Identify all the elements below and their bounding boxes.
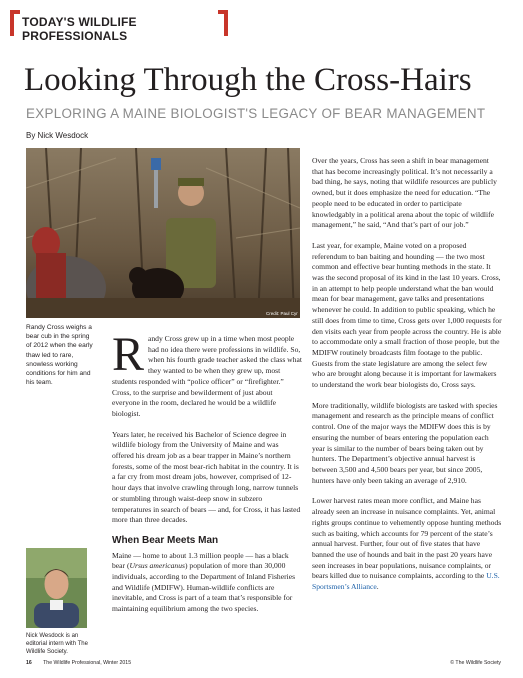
paragraph: Last year, for example, Maine voted on a proposed referendum to ban baiting and hounding — the two most common and effective bear hunting methods in the state. It was the second proposal of its kind in the last 10 years. Cross, in an attempt to help people understand what the ban would mean for bear management, gave talks and presentations whenever he could. In addition to public speaking, which he still does from time to time, Cross gets over 1,000 requests for den visits each year from people across the country. He is able to accommodate only a small fraction of those people, but the MDIFW routinely broadcasts film footage to the public. Guests from the state legislature are among the select few who are brought along because it is important for lawmakers to understand the work bear biologists do, Cross says. bbox=[312, 240, 502, 390]
intro-paragraph: Randy Cross grew up in a time when most people had no idea there were professions in wildlife. So, when his fourth grade teacher asked the class what they wanted to be when they grew up, most students responded with “police officer” or “firefighter.” Cross, to the surprise and bewilderment of just about everyone in the room, declared he would be a wildlife biologist. bbox=[112, 328, 302, 418]
paragraph: More traditionally, wildlife biologists are tasked with species management and research as the principle means of conflict control. One of the major ways the MDIFW does this is by ensuring the number of bears entering the population each year is similar to the number of bears being taken out by hunters. The Department’s objective annual harvest is between 3,500 and 4,500 bears per year, but since 2005, hunters have only been taking an average of 2,910. bbox=[312, 400, 498, 485]
publication-name: The Wildlife Professional, Winter 2015 bbox=[43, 660, 132, 666]
byline: By Nick Wesdock bbox=[26, 131, 89, 140]
paragraph: Maine — home to about 1.3 million people — has a black bear (Ursus americanus) population of more than 30,000 individuals, according to the Department of Inland Fisheries and Wildlife (MDIFW). Human-wildlife conflicts are inevitable, and Cross is part of a team that’s responsible for maintaining equilibrium among the two species. bbox=[112, 550, 296, 614]
author-caption: Nick Wesdock is an editorial intern with The Wildlife Society. bbox=[26, 633, 88, 655]
column-right bbox=[312, 156, 502, 603]
copyright: © The Wildlife Society bbox=[450, 660, 501, 666]
author-portrait bbox=[26, 548, 87, 628]
sportsmens-alliance-link[interactable]: U.S. Sportsmen’s Alliance bbox=[312, 571, 500, 592]
section-heading: When Bear Meets Man bbox=[112, 534, 219, 546]
section-tag bbox=[10, 10, 228, 43]
drop-cap: R bbox=[112, 328, 145, 381]
paragraph: Over the years, Cross has seen a shift in bear management that has become increasingly political. It’s not necessarily a bad thing, he says, noting that wildlife resources are publicly owned, but it does emphasize the need for education. “The people need to be educated in order to participate knowledgably in a political arena about the topic of wildlife management,” he said, “And that’s part of our job.” bbox=[312, 156, 497, 230]
article-subtitle: EXPLORING A MAINE BIOLOGIST'S LEGACY OF BEAR MANAGEMENT bbox=[26, 106, 486, 121]
paragraph: Years later, he received his Bachelor of Science degree in wildlife biology from the University of Maine and was offered his dream job as a bear trapper in Maine’s northern forests, some of the most bear-rich habitat in the country. It is a far cry from most dream jobs, however, comprised of 12-hour days that involve crawling through long, narrow tunnels or stumbling through waist-deep snow in subzero temperatures in search of bears — and, for Cross, it has lasted more than three decades. bbox=[112, 429, 301, 525]
page-footer bbox=[26, 660, 501, 666]
column-left bbox=[112, 328, 302, 625]
bear-cub-photo bbox=[26, 148, 300, 318]
section-tag-label: TODAY'S WILDLIFE PROFESSIONALS bbox=[22, 15, 137, 43]
article-title: Looking Through the Cross-Hairs bbox=[24, 62, 472, 98]
page-number: 16 bbox=[26, 660, 32, 666]
photo-caption: Randy Cross weighs a bear cub in the spring of 2012 when the early thaw led to rare, snowless working conditions for him and his team. bbox=[26, 324, 93, 387]
paragraph: Lower harvest rates mean more conflict, and Maine has already seen an increase in nuisance complaints. Yet, animal rights groups continue to vehemently oppose hunting methods such as baiting, which accounts for 79 percent of the state’s annual harvest. Further, four out of five states that have banned the use of hounds and bait in the past 20 years have seen increases in bear populations, nuisance complaints, or bears killed due to nuisance complaints, according to the U.S. Sportsmen’s Alliance. bbox=[312, 496, 502, 592]
photo-credit: Credit: Paul Cyr bbox=[266, 311, 298, 316]
